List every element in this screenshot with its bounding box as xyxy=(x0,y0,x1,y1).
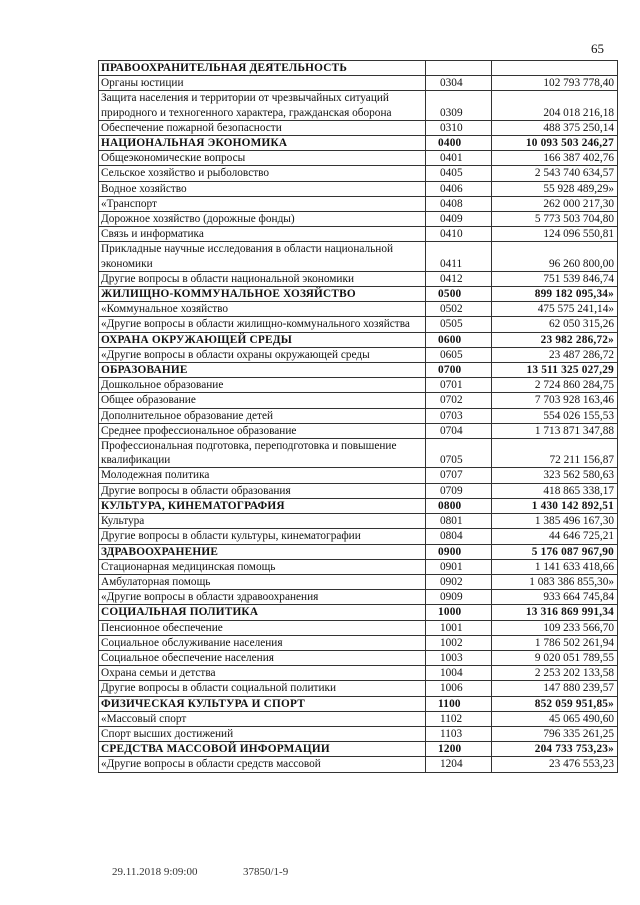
row-name: «Другие вопросы в области жилищно-коммунального хозяйства xyxy=(99,317,426,332)
table-row xyxy=(99,483,618,498)
row-code xyxy=(426,61,492,76)
row-code: 1204 xyxy=(426,757,492,772)
row-amount: 62 050 315,26 xyxy=(492,317,618,332)
section-row xyxy=(99,742,618,757)
row-name: Дорожное хозяйство (дорожные фонды) xyxy=(99,212,426,227)
row-amount: 933 664 745,84 xyxy=(492,590,618,605)
row-name: «Транспорт xyxy=(99,196,426,211)
row-name: Сельское хозяйство и рыболовство xyxy=(99,166,426,181)
row-code: 0801 xyxy=(426,514,492,529)
row-amount: 5 176 087 967,90 xyxy=(492,544,618,559)
row-code: 0902 xyxy=(426,574,492,589)
table-row xyxy=(99,514,618,529)
row-name: «Другие вопросы в области охраны окружающей среды xyxy=(99,347,426,362)
table-row xyxy=(99,468,618,483)
row-amount: 852 059 951,85» xyxy=(492,696,618,711)
row-name: «Другие вопросы в области средств массовой xyxy=(99,757,426,772)
row-code: 1004 xyxy=(426,666,492,681)
section-row xyxy=(99,136,618,151)
row-amount: 1 713 871 347,88 xyxy=(492,423,618,438)
row-name: Пенсионное обеспечение xyxy=(99,620,426,635)
section-row xyxy=(99,332,618,347)
row-code: 0401 xyxy=(426,151,492,166)
row-amount: 10 093 503 246,27 xyxy=(492,136,618,151)
table-row xyxy=(99,590,618,605)
row-name: Амбулаторная помощь xyxy=(99,574,426,589)
row-amount xyxy=(492,61,618,76)
row-name: Другие вопросы в области образования xyxy=(99,483,426,498)
row-name: Другие вопросы в области национальной экономики xyxy=(99,271,426,286)
row-amount: 262 000 217,30 xyxy=(492,196,618,211)
row-name: Водное хозяйство xyxy=(99,181,426,196)
row-amount: 1 083 386 855,30» xyxy=(492,574,618,589)
row-amount: 102 793 778,40 xyxy=(492,76,618,91)
row-amount: 44 646 725,21 xyxy=(492,529,618,544)
section-title: ЖИЛИЩНО-КОММУНАЛЬНОЕ ХОЗЯЙСТВО xyxy=(99,287,426,302)
row-code: 0309 xyxy=(426,91,492,120)
row-amount: 323 562 580,63 xyxy=(492,468,618,483)
row-name: Другие вопросы в области социальной политики xyxy=(99,681,426,696)
row-amount: 488 375 250,14 xyxy=(492,120,618,135)
section-row xyxy=(99,544,618,559)
section-title: СОЦИАЛЬНАЯ ПОЛИТИКА xyxy=(99,605,426,620)
row-amount: 899 182 095,34» xyxy=(492,287,618,302)
section-title: ФИЗИЧЕСКАЯ КУЛЬТУРА И СПОРТ xyxy=(99,696,426,711)
row-amount: 23 476 553,23 xyxy=(492,757,618,772)
row-code: 0408 xyxy=(426,196,492,211)
budget-table xyxy=(98,60,618,773)
table-row xyxy=(99,378,618,393)
section-row xyxy=(99,287,618,302)
table-row xyxy=(99,393,618,408)
table-row xyxy=(99,302,618,317)
row-name: Общее образование xyxy=(99,393,426,408)
row-amount: 23 982 286,72» xyxy=(492,332,618,347)
table-row xyxy=(99,242,618,271)
row-code: 1100 xyxy=(426,696,492,711)
table-row xyxy=(99,620,618,635)
table-row xyxy=(99,711,618,726)
row-code: 0901 xyxy=(426,559,492,574)
row-amount: 204 733 753,23» xyxy=(492,742,618,757)
row-amount: 147 880 239,57 xyxy=(492,681,618,696)
table-row xyxy=(99,76,618,91)
row-name: Охрана семьи и детства xyxy=(99,666,426,681)
section-title: ОХРАНА ОКРУЖАЮЩЕЙ СРЕДЫ xyxy=(99,332,426,347)
row-name: Органы юстиции xyxy=(99,76,426,91)
row-code: 1002 xyxy=(426,635,492,650)
row-amount: 13 511 325 027,29 xyxy=(492,363,618,378)
table-row xyxy=(99,408,618,423)
row-amount: 751 539 846,74 xyxy=(492,271,618,286)
row-amount: 418 865 338,17 xyxy=(492,483,618,498)
row-amount: 1 786 502 261,94 xyxy=(492,635,618,650)
table-row xyxy=(99,439,618,468)
row-amount: 2 543 740 634,57 xyxy=(492,166,618,181)
row-code: 1003 xyxy=(426,650,492,665)
table-row xyxy=(99,529,618,544)
row-code: 0705 xyxy=(426,439,492,468)
row-amount: 124 096 550,81 xyxy=(492,227,618,242)
row-amount: 109 233 566,70 xyxy=(492,620,618,635)
table-row xyxy=(99,91,618,120)
table-row xyxy=(99,559,618,574)
row-name: «Массовый спорт xyxy=(99,711,426,726)
row-amount: 7 703 928 163,46 xyxy=(492,393,618,408)
row-code: 0304 xyxy=(426,76,492,91)
row-code: 0704 xyxy=(426,423,492,438)
row-amount: 204 018 216,18 xyxy=(492,91,618,120)
footer-date: 29.11.2018 9:09:00 xyxy=(112,866,198,878)
row-amount: 475 575 241,14» xyxy=(492,302,618,317)
row-name: Защита населения и территории от чрезвычайных ситуаций природного и техногенного характера, гражданская оборона xyxy=(99,91,426,120)
row-name: Социальное обеспечение населения xyxy=(99,650,426,665)
row-code: 0701 xyxy=(426,378,492,393)
table-row xyxy=(99,681,618,696)
section-row xyxy=(99,498,618,513)
row-name: Дошкольное образование xyxy=(99,378,426,393)
row-code: 0310 xyxy=(426,120,492,135)
row-amount: 2 253 202 133,58 xyxy=(492,666,618,681)
row-name: Молодежная политика xyxy=(99,468,426,483)
row-amount: 96 260 800,00 xyxy=(492,242,618,271)
row-amount: 1 141 633 418,66 xyxy=(492,559,618,574)
row-amount: 2 724 860 284,75 xyxy=(492,378,618,393)
row-name: Культура xyxy=(99,514,426,529)
table-row xyxy=(99,120,618,135)
row-code: 0703 xyxy=(426,408,492,423)
row-code: 0709 xyxy=(426,483,492,498)
row-amount: 72 211 156,87 xyxy=(492,439,618,468)
row-name: «Другие вопросы в области здравоохранения xyxy=(99,590,426,605)
row-code: 0700 xyxy=(426,363,492,378)
row-amount: 13 316 869 991,34 xyxy=(492,605,618,620)
table-row xyxy=(99,227,618,242)
table-row xyxy=(99,212,618,227)
table-row xyxy=(99,635,618,650)
row-amount: 166 387 402,76 xyxy=(492,151,618,166)
row-amount: 5 773 503 704,80 xyxy=(492,212,618,227)
section-row xyxy=(99,605,618,620)
table-row xyxy=(99,181,618,196)
row-code: 0400 xyxy=(426,136,492,151)
row-code: 0707 xyxy=(426,468,492,483)
row-code: 1006 xyxy=(426,681,492,696)
section-title: НАЦИОНАЛЬНАЯ ЭКОНОМИКА xyxy=(99,136,426,151)
footer-doc-id: 37850/1-9 xyxy=(243,866,289,878)
row-code: 0804 xyxy=(426,529,492,544)
row-name: Прикладные научные исследования в области национальной экономики xyxy=(99,242,426,271)
row-amount: 45 065 490,60 xyxy=(492,711,618,726)
row-amount: 1 430 142 892,51 xyxy=(492,498,618,513)
row-code: 0410 xyxy=(426,227,492,242)
row-name: Социальное обслуживание населения xyxy=(99,635,426,650)
row-name: Спорт высших достижений xyxy=(99,726,426,741)
section-title: ОБРАЗОВАНИЕ xyxy=(99,363,426,378)
table-row xyxy=(99,757,618,772)
table-row xyxy=(99,423,618,438)
row-code: 0702 xyxy=(426,393,492,408)
row-name: Среднее профессиональное образование xyxy=(99,423,426,438)
row-code: 1001 xyxy=(426,620,492,635)
section-row xyxy=(99,696,618,711)
row-code: 0502 xyxy=(426,302,492,317)
row-code: 0900 xyxy=(426,544,492,559)
table-row xyxy=(99,347,618,362)
row-code: 0600 xyxy=(426,332,492,347)
row-name: Общеэкономические вопросы xyxy=(99,151,426,166)
table-row xyxy=(99,151,618,166)
row-code: 0405 xyxy=(426,166,492,181)
row-amount: 55 928 489,29» xyxy=(492,181,618,196)
table-row xyxy=(99,650,618,665)
budget-table-body xyxy=(99,61,618,773)
row-code: 1103 xyxy=(426,726,492,741)
row-amount: 1 385 496 167,30 xyxy=(492,514,618,529)
row-amount: 9 020 051 789,55 xyxy=(492,650,618,665)
section-row xyxy=(99,61,618,76)
section-title: ПРАВООХРАНИТЕЛЬНАЯ ДЕЯТЕЛЬНОСТЬ xyxy=(99,61,426,76)
page-number: 65 xyxy=(591,41,604,56)
row-name: Связь и информатика xyxy=(99,227,426,242)
row-code: 1200 xyxy=(426,742,492,757)
table-row xyxy=(99,196,618,211)
row-code: 0411 xyxy=(426,242,492,271)
row-code: 0500 xyxy=(426,287,492,302)
section-title: ЗДРАВООХРАНЕНИЕ xyxy=(99,544,426,559)
section-title: КУЛЬТУРА, КИНЕМАТОГРАФИЯ xyxy=(99,498,426,513)
row-amount: 796 335 261,25 xyxy=(492,726,618,741)
row-code: 0800 xyxy=(426,498,492,513)
row-amount: 554 026 155,53 xyxy=(492,408,618,423)
row-code: 0406 xyxy=(426,181,492,196)
row-code: 1000 xyxy=(426,605,492,620)
row-code: 0605 xyxy=(426,347,492,362)
table-row xyxy=(99,726,618,741)
row-code: 1102 xyxy=(426,711,492,726)
row-code: 0909 xyxy=(426,590,492,605)
row-name: Стационарная медицинская помощь xyxy=(99,559,426,574)
table-row xyxy=(99,574,618,589)
row-code: 0412 xyxy=(426,271,492,286)
table-row xyxy=(99,271,618,286)
table-row xyxy=(99,317,618,332)
row-name: Обеспечение пожарной безопасности xyxy=(99,120,426,135)
row-code: 0505 xyxy=(426,317,492,332)
row-code: 0409 xyxy=(426,212,492,227)
table-row xyxy=(99,666,618,681)
row-amount: 23 487 286,72 xyxy=(492,347,618,362)
row-name: Другие вопросы в области культуры, кинематографии xyxy=(99,529,426,544)
row-name: Профессиональная подготовка, переподготовка и повышение квалификации xyxy=(99,439,426,468)
table-row xyxy=(99,166,618,181)
row-name: «Коммунальное хозяйство xyxy=(99,302,426,317)
row-name: Дополнительное образование детей xyxy=(99,408,426,423)
section-title: СРЕДСТВА МАССОВОЙ ИНФОРМАЦИИ xyxy=(99,742,426,757)
section-row xyxy=(99,363,618,378)
